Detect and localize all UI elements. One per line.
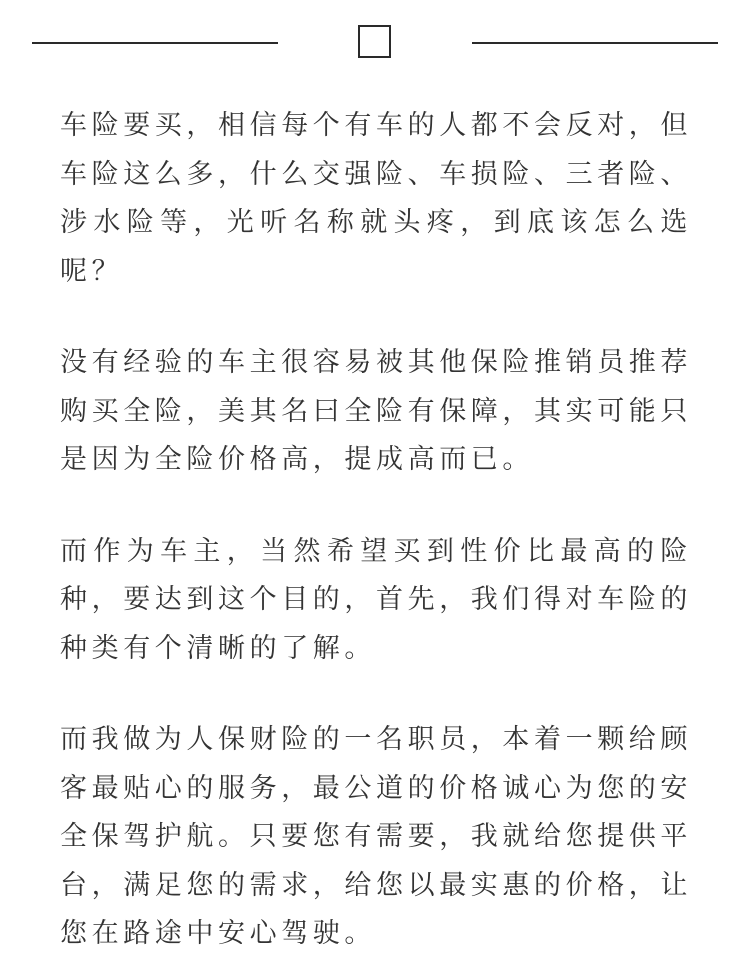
paragraph-1: 车险要买，相信每个有车的人都不会反对，但车险这么多，什么交强险、车损险、三者险、涉水险等，光听名称就头疼，到底该怎么选呢？ [60,110,692,287]
divider-line-left [32,42,278,44]
paragraph-4: 而我做为人保财险的一名职员，本着一颗给顾客最贴心的服务，最公道的价格诚心为您的安全保驾护航。只要您有需要，我就给您提供平台，满足您的需求，给您以最实惠的价格，让您在路途中安心驾驶。 [60,724,692,949]
paragraph-2: 没有经验的车主很容易被其他保险推销员推荐购买全险，美其名曰全险有保障，其实可能只是因为全险价格高，提成高而已。 [60,347,692,475]
article-body [60,102,692,959]
section-divider [0,0,750,90]
divider-line-right [472,42,718,44]
paragraph-3: 而作为车主，当然希望买到性价比最高的险种，要达到这个目的，首先，我们得对车险的种类有个清晰的了解。 [60,535,692,664]
square-icon [358,25,391,58]
